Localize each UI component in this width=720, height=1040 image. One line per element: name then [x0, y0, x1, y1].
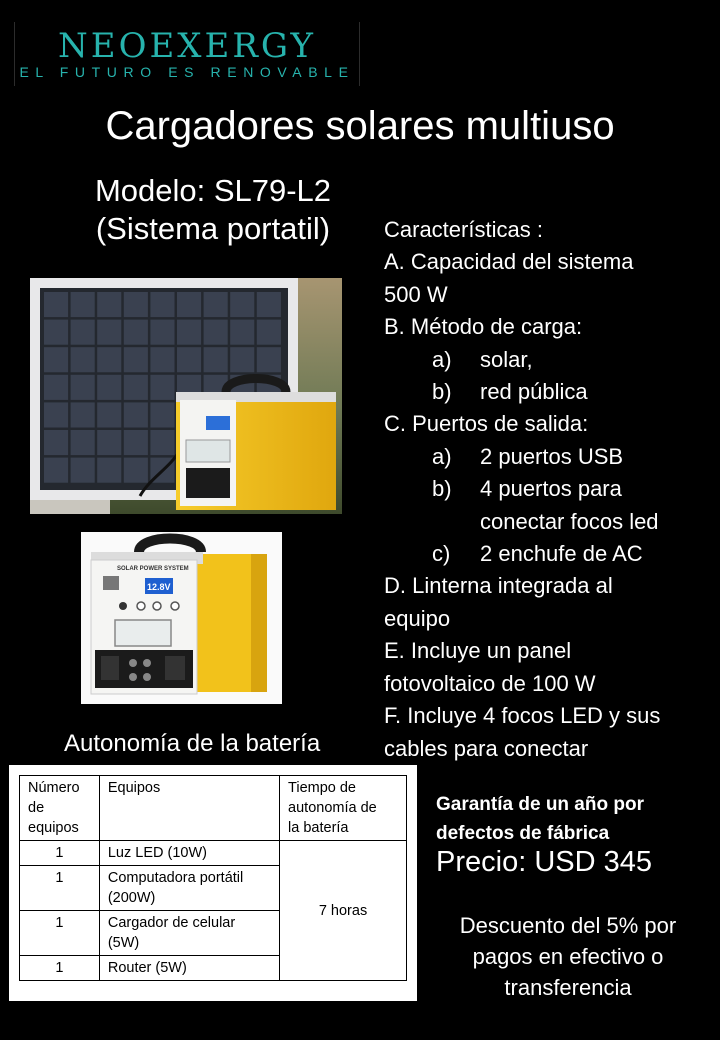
list-text: red pública	[480, 379, 588, 405]
solar-cell	[124, 292, 148, 317]
solar-cell	[150, 375, 174, 400]
feature-c-item	[384, 441, 714, 473]
equipment-table	[19, 775, 407, 981]
solar-cell	[177, 292, 201, 317]
solar-cell	[44, 458, 68, 483]
guarantee-line: Garantía de un año por	[436, 794, 644, 815]
solar-cell	[124, 320, 148, 345]
table-header-row	[20, 776, 407, 841]
list-marker: a)	[432, 443, 452, 469]
solar-cell	[204, 292, 228, 317]
header-equipment: Equipos	[99, 776, 279, 841]
autonomy-table	[9, 765, 417, 1001]
feature-b: B. Método de carga:	[384, 314, 583, 340]
solar-cell	[71, 320, 95, 345]
row-qty: 1	[20, 841, 100, 866]
solar-cell	[124, 347, 148, 372]
solar-cell	[150, 347, 174, 372]
header-qty: Número de equipos	[20, 776, 100, 841]
solar-cell	[124, 458, 148, 483]
price: Precio: USD 345	[436, 846, 652, 878]
feature-f-cont: cables para conectar	[384, 735, 589, 761]
row-qty: 1	[20, 956, 100, 981]
solar-cell	[257, 320, 281, 345]
row-equipment: Computadora portátil (200W)	[99, 866, 279, 911]
feature-c-item-cont: conectar focos led	[480, 508, 659, 534]
solar-cell	[230, 320, 254, 345]
row-equipment: Luz LED (10W)	[99, 841, 279, 866]
solar-cell	[150, 292, 174, 317]
model-block	[48, 172, 378, 248]
solar-cell	[204, 320, 228, 345]
feature-c: C. Puertos de salida:	[384, 411, 589, 437]
autonomy-time: 7 horas	[280, 841, 407, 981]
discount-line: transferencia	[504, 975, 632, 1000]
solar-cell	[97, 430, 121, 455]
feature-a-cont: 500 W	[384, 281, 448, 307]
discount-text	[418, 910, 718, 1003]
model-subtitle: (Sistema portatil)	[95, 211, 331, 246]
solar-cell	[150, 320, 174, 345]
list-text: 2 puertos USB	[480, 443, 624, 469]
solar-cell	[44, 292, 68, 317]
solar-cell	[71, 347, 95, 372]
solar-cell	[97, 292, 121, 317]
list-marker: b)	[432, 476, 452, 502]
voltage-display: 12.8V	[147, 582, 171, 592]
guarantee-text	[436, 790, 644, 848]
solar-cell	[124, 375, 148, 400]
solar-cell	[44, 375, 68, 400]
discount-line: pagos en efectivo o	[472, 944, 664, 969]
power-station-illustration	[81, 532, 282, 704]
feature-b-item	[384, 376, 714, 408]
autonomy-heading: Autonomía de la batería	[64, 730, 321, 757]
solar-cell	[44, 320, 68, 345]
feature-d: D. Linterna integrada al	[384, 573, 613, 599]
solar-cell	[97, 375, 121, 400]
row-qty: 1	[20, 911, 100, 956]
list-marker: a)	[432, 346, 452, 372]
discount-line: Descuento del 5% por	[459, 913, 677, 938]
solar-cell	[124, 430, 148, 455]
solar-cell	[257, 347, 281, 372]
solar-kit-illustration	[30, 278, 342, 514]
solar-cell	[150, 402, 174, 427]
features-list	[384, 214, 714, 765]
solar-cell	[97, 347, 121, 372]
guarantee-line: defectos de fábrica	[436, 823, 610, 844]
solar-cell	[44, 402, 68, 427]
feature-c-item	[384, 473, 714, 505]
model-name: Modelo: SL79-L2	[94, 173, 332, 208]
solar-cell	[204, 347, 228, 372]
panel-label: SOLAR POWER SYSTEM	[117, 566, 189, 572]
solar-cell	[97, 402, 121, 427]
list-marker: c)	[432, 541, 451, 567]
page-title: Cargadores solares multiuso	[105, 104, 615, 148]
solar-cell	[230, 292, 254, 317]
solar-cell	[71, 430, 95, 455]
solar-cell	[150, 430, 174, 455]
solar-cell	[97, 320, 121, 345]
row-equipment: Cargador de celular (5W)	[99, 911, 279, 956]
solar-cell	[177, 320, 201, 345]
list-text: 2 enchufe de AC	[480, 541, 643, 567]
solar-cell	[44, 430, 68, 455]
solar-cell	[97, 458, 121, 483]
solar-cell	[230, 347, 254, 372]
features-heading: Características :	[384, 217, 543, 242]
row-qty: 1	[20, 866, 100, 911]
table-row	[20, 841, 407, 866]
list-marker: b)	[432, 379, 452, 405]
feature-d-cont: equipo	[384, 605, 451, 631]
list-text: solar,	[480, 346, 533, 372]
feature-c-item	[384, 538, 714, 570]
feature-f: F. Incluye 4 focos LED y sus	[384, 703, 661, 729]
brand-tagline: EL FUTURO ES RENOVABLE	[19, 64, 355, 80]
feature-e: E. Incluye un panel	[384, 638, 572, 664]
brand-name: NEOEXERGY	[58, 26, 316, 66]
feature-e-cont: fotovoltaico de 100 W	[384, 670, 596, 696]
solar-kit-photo	[30, 278, 342, 514]
solar-cell	[71, 292, 95, 317]
solar-cell	[71, 402, 95, 427]
solar-cell	[44, 347, 68, 372]
solar-cell	[177, 347, 201, 372]
power-station-photo	[81, 532, 282, 704]
list-text: 4 puertos para	[480, 476, 622, 502]
brand-logo	[14, 22, 360, 86]
solar-cell	[124, 402, 148, 427]
row-equipment: Router (5W)	[99, 956, 279, 981]
feature-b-item	[384, 344, 714, 376]
header-time: Tiempo de autonomía de la batería	[280, 776, 407, 841]
solar-cell	[257, 292, 281, 317]
feature-a: A. Capacidad del sistema	[384, 249, 634, 275]
solar-cell	[71, 375, 95, 400]
solar-cell	[71, 458, 95, 483]
